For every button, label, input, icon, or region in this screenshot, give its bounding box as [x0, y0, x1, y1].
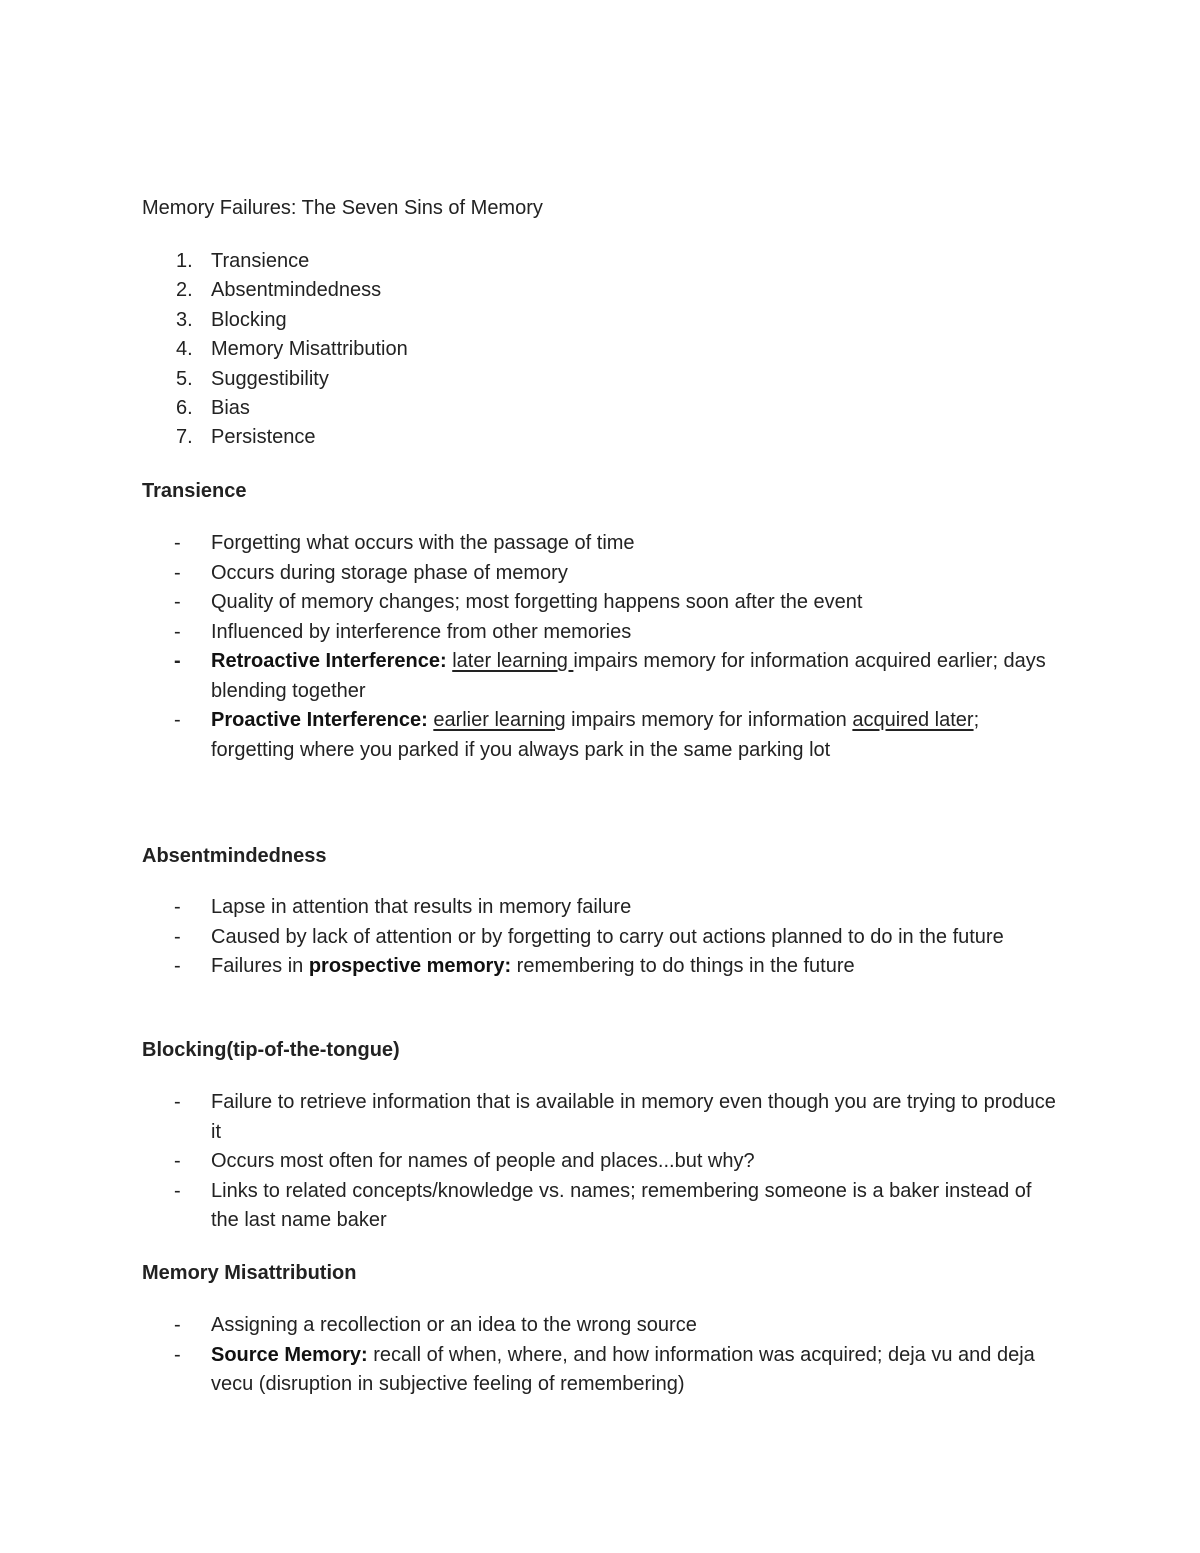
document-page: Memory Failures: The Seven Sins of Memory 1. Transience 2. Absentmindedness 3. Blocking 4. Memory Misattribution 5. Suggestibility 6. Bias 7. Persistence Transience - Forgetting what occurs with the passage of time - Occurs during storage phase of memory - Quality of memory changes; most forgetting happens soon after the event - Influenced by interference from other memories - Retroactive Interference: later learning impairs memory for information acquired earlier; days blending together - Proactive Interference: earlier learning impairs memory for information acquired later; forgetting where you parked if you always park in the same parking lot Absentmindedness - Lapse in attention that results in memory failure - Caused by lack of attention or by forgetting to carry out actions planned to do in the future - Failures in prospective memory: remembering to do things in the future Blocking(tip-of-the-tongue) - Failure to retrieve information that is available in memory even though you are trying to produce it - Occurs most often for names of people and places...but why? - Links to related concepts/knowledge vs. names; remembering someone is a baker instead of the last name baker Memory Misattribution - Assigning a recollection or an idea to the wrong source - Source Memory: recall of when, where, and how information was acquired; deja vu and deja vecu (disruption in subjective feeling of remembering)	[0, 0, 1200, 1553]
list-item: - Lapse in attention that results in memory failure	[174, 896, 632, 918]
underlined-text: later learning	[452, 650, 574, 672]
absentmindedness-heading: Absentmindedness	[142, 845, 327, 867]
list-item: - Occurs during storage phase of memory	[174, 561, 568, 584]
source-memory-item: - Source Memory: recall of when, where, and how information was acquired; deja vu and deja vecu (disruption in subjective feeling of remembering)	[174, 1343, 1035, 1395]
list-item: - Influenced by interference from other memories	[174, 620, 632, 643]
list-item: - Forgetting what occurs with the passage of time	[174, 532, 635, 554]
list-item: - Links to related concepts/knowledge vs. names; remembering someone is a baker instead of the last name baker	[174, 1179, 1032, 1231]
list-item: - Occurs most often for names of people and places...but why?	[174, 1150, 755, 1172]
term-label: Source Memory:	[211, 1343, 368, 1366]
underlined-text: earlier learning	[433, 709, 566, 731]
absentmindedness-bullets	[142, 893, 1062, 982]
term-label: prospective memory:	[308, 955, 512, 977]
transience-bullets	[142, 529, 1062, 765]
prospective-memory-item: - Failures in prospective memory: remembering to do things in the future	[174, 955, 855, 977]
proactive-interference-item: - Proactive Interference: earlier learning impairs memory for information acquired later; forgetting where you parked if you always park in the same parking lot	[174, 709, 980, 761]
list-item: - Assigning a recollection or an idea to the wrong source	[174, 1314, 697, 1336]
blocking-bullets	[142, 1088, 1062, 1236]
term-label: Proactive Interference:	[211, 709, 428, 731]
misattribution-heading: Memory Misattribution	[142, 1262, 357, 1284]
blocking-heading: Blocking(tip-of-the-tongue)	[142, 1039, 400, 1061]
retroactive-interference-item: - Retroactive Interference: later learning impairs memory for information acquired earlier; days blending together	[174, 650, 1046, 702]
transience-heading: Transience	[142, 480, 247, 502]
list-item: - Failure to retrieve information that is available in memory even though you are trying to produce it	[174, 1091, 1056, 1143]
misattribution-bullets	[142, 1311, 1062, 1400]
underlined-text: acquired later	[852, 709, 974, 731]
document-title: Memory Failures: The Seven Sins of Memory	[142, 197, 543, 219]
term-label: Retroactive Interference:	[211, 650, 447, 672]
list-item: - Quality of memory changes; most forgetting happens soon after the event	[174, 591, 863, 613]
list-item: - Caused by lack of attention or by forgetting to carry out actions planned to do in the future	[174, 925, 1004, 948]
